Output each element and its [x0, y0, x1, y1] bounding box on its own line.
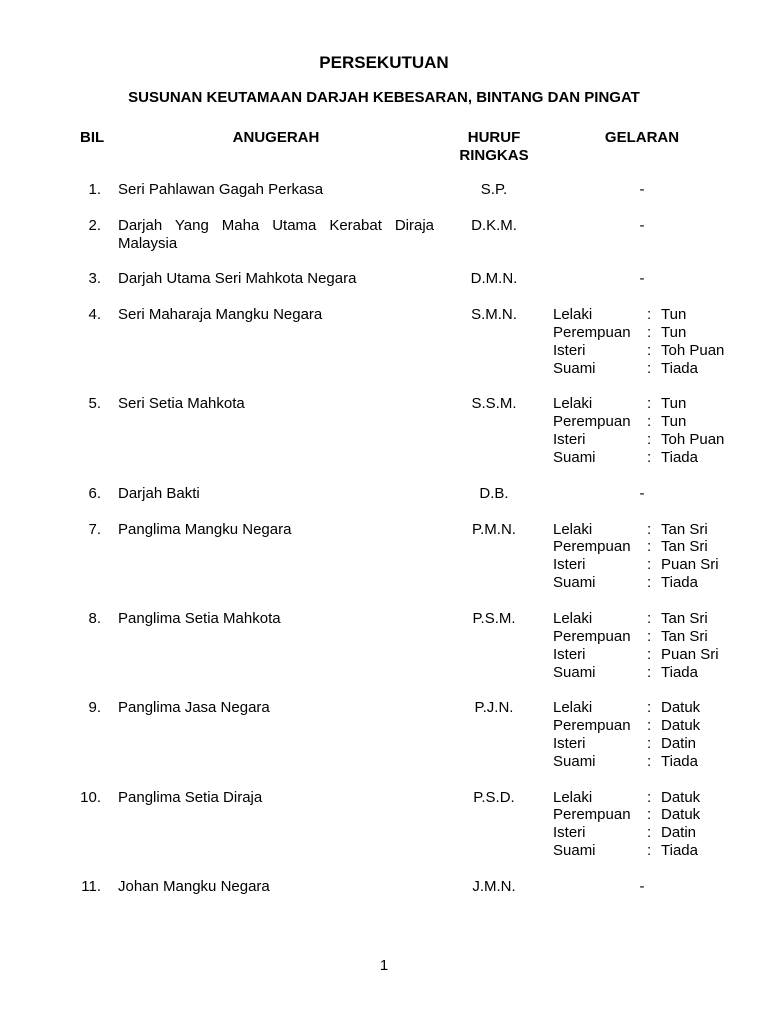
title-separator: :	[647, 645, 652, 663]
title-list	[553, 699, 731, 771]
row-number: 2.	[88, 216, 101, 234]
award-abbreviation: D.K.M.	[471, 216, 517, 234]
title-entry	[553, 431, 731, 449]
header-huruf-ringkas: HURUF RINGKAS	[459, 129, 529, 164]
title-value: Tan Sri	[661, 520, 708, 538]
title-value: Tun	[661, 306, 687, 324]
page-subtitle: SUSUNAN KEUTAMAAN DARJAH KEBESARAN, BINTANG DAN PINGAT	[128, 89, 640, 106]
title-separator: :	[647, 538, 652, 556]
title-entry	[553, 806, 731, 824]
title-separator: :	[647, 735, 652, 752]
title-recipient: Perempuan	[553, 806, 631, 824]
title-separator: :	[647, 341, 652, 359]
title-recipient: Suami	[553, 574, 596, 592]
title-none: -	[639, 270, 645, 288]
title-list	[553, 610, 731, 682]
title-list	[553, 395, 731, 467]
title-entry	[553, 413, 731, 431]
title-value: Datuk	[661, 717, 701, 735]
title-separator: :	[647, 627, 652, 645]
title-entry	[553, 610, 731, 628]
title-separator: :	[647, 842, 652, 860]
title-list	[553, 306, 731, 378]
title-entry	[553, 628, 731, 646]
title-recipient: Suami	[553, 752, 596, 770]
title-separator: :	[647, 824, 652, 842]
title-value: Tiada	[661, 449, 698, 467]
title-value: Tun	[661, 413, 687, 431]
title-entry	[553, 842, 731, 860]
title-recipient: Isteri	[553, 341, 586, 359]
award-abbreviation: P.S.D.	[473, 788, 515, 806]
row-number: 8.	[88, 609, 101, 627]
title-entry	[553, 699, 731, 717]
title-value: Datuk	[661, 699, 701, 717]
title-recipient: Perempuan	[553, 323, 631, 341]
title-value: Datin	[661, 735, 697, 752]
title-recipient: Isteri	[553, 431, 586, 449]
title-recipient: Lelaki	[553, 520, 593, 538]
page-title: PERSEKUTUAN	[319, 53, 449, 72]
row-number: 10.	[80, 788, 101, 806]
table-row	[0, 395, 768, 467]
table-row	[0, 485, 768, 503]
table-header	[0, 129, 768, 165]
row-number: 5.	[88, 395, 101, 413]
title-separator: :	[647, 431, 652, 449]
title-separator: :	[647, 717, 652, 735]
row-number: 6.	[88, 484, 101, 502]
title-separator: :	[647, 449, 652, 467]
title-separator: :	[647, 413, 652, 431]
title-entry	[553, 574, 731, 592]
title-value: Tiada	[661, 574, 698, 592]
award-abbreviation: P.S.M.	[472, 609, 516, 627]
title-entry	[553, 753, 731, 771]
title-entry	[553, 717, 731, 735]
title-separator: :	[647, 788, 652, 806]
table-row	[0, 521, 768, 593]
award-name: Panglima Mangku Negara	[118, 520, 292, 538]
title-value: Tiada	[661, 663, 698, 681]
title-separator: :	[647, 395, 652, 413]
title-none: -	[639, 216, 645, 234]
title-value: Toh Puan	[661, 431, 725, 449]
title-value: Toh Puan	[661, 341, 725, 359]
table-row	[0, 610, 768, 682]
title-entry	[553, 735, 731, 753]
title-value: Datuk	[661, 788, 701, 806]
row-number: 7.	[88, 520, 101, 538]
title-none: -	[639, 181, 645, 198]
title-value: Tan Sri	[661, 627, 708, 645]
title-list	[553, 789, 731, 861]
title-separator: :	[647, 556, 652, 574]
award-abbreviation: J.M.N.	[472, 877, 516, 895]
row-number: 3.	[88, 270, 101, 288]
title-recipient: Perempuan	[553, 717, 631, 735]
title-separator: :	[647, 663, 652, 681]
award-abbreviation: S.S.M.	[471, 395, 517, 413]
title-separator: :	[647, 323, 652, 341]
title-entry	[553, 360, 731, 378]
title-separator: :	[647, 609, 652, 627]
title-value: Tun	[661, 323, 687, 341]
title-entry	[553, 664, 731, 682]
title-entry	[553, 538, 731, 556]
title-value: Tan Sri	[661, 538, 708, 556]
table-row	[0, 789, 768, 861]
table-row	[0, 306, 768, 378]
table-row	[0, 270, 768, 288]
title-none: -	[639, 877, 645, 895]
title-separator: :	[647, 752, 652, 770]
award-abbreviation: S.M.N.	[471, 306, 517, 324]
award-name: Johan Mangku Negara	[118, 877, 270, 895]
title-separator: :	[647, 520, 652, 538]
title-recipient: Perempuan	[553, 538, 631, 556]
table-row	[0, 878, 768, 896]
title-value: Puan Sri	[661, 645, 719, 663]
header-gelaran: GELARAN	[604, 129, 680, 146]
title-entry	[553, 306, 731, 324]
title-recipient: Isteri	[553, 556, 586, 574]
award-abbreviation: S.P.	[480, 181, 508, 198]
title-recipient: Suami	[553, 663, 596, 681]
title-recipient: Lelaki	[553, 306, 593, 324]
award-name: Seri Maharaja Mangku Negara	[118, 306, 323, 324]
table-row	[0, 699, 768, 771]
honours-table	[0, 181, 768, 914]
title-separator: :	[647, 574, 652, 592]
title-entry	[553, 556, 731, 574]
title-recipient: Suami	[553, 359, 596, 377]
award-name: Darjah Utama Seri Mahkota Negara	[118, 270, 357, 288]
title-recipient: Perempuan	[553, 627, 631, 645]
title-recipient: Suami	[553, 449, 596, 467]
title-separator: :	[647, 359, 652, 377]
award-abbreviation: P.M.N.	[472, 520, 516, 538]
title-separator: :	[647, 699, 652, 717]
row-number: 11.	[81, 877, 101, 895]
title-entry	[553, 324, 731, 342]
title-separator: :	[647, 806, 652, 824]
title-recipient: Isteri	[553, 735, 586, 752]
title-separator: :	[647, 306, 652, 324]
table-row	[0, 217, 768, 253]
title-entry	[553, 824, 731, 842]
title-recipient: Perempuan	[553, 413, 631, 431]
row-number: 1.	[88, 181, 101, 198]
title-entry	[553, 521, 731, 539]
title-value: Datuk	[661, 806, 701, 824]
title-entry	[553, 395, 731, 413]
award-abbreviation: D.B.	[479, 484, 509, 502]
header-bil: BIL	[80, 129, 105, 146]
award-name: Seri Setia Mahkota	[118, 395, 245, 413]
row-number: 4.	[88, 306, 101, 324]
title-entry	[553, 646, 731, 664]
table-row	[0, 181, 768, 199]
title-value: Tiada	[661, 359, 698, 377]
title-value: Datin	[661, 824, 697, 842]
award-name: Darjah Yang Maha Utama Kerabat Diraja Malaysia	[118, 216, 434, 252]
award-name: Seri Pahlawan Gagah Perkasa	[118, 181, 324, 198]
title-value: Tun	[661, 395, 687, 413]
row-number: 9.	[88, 699, 101, 717]
title-none: -	[639, 484, 645, 502]
award-name: Darjah Bakti	[118, 484, 200, 502]
title-recipient: Lelaki	[553, 788, 593, 806]
page-number: 1	[379, 957, 389, 974]
title-value: Tiada	[661, 752, 698, 770]
award-name: Panglima Setia Mahkota	[118, 609, 281, 627]
title-value: Tan Sri	[661, 609, 708, 627]
title-recipient: Isteri	[553, 824, 586, 842]
title-entry	[553, 449, 731, 467]
title-entry	[553, 789, 731, 807]
header-anugerah: ANUGERAH	[232, 129, 320, 146]
title-recipient: Suami	[553, 842, 596, 860]
title-recipient: Lelaki	[553, 609, 593, 627]
award-abbreviation: D.M.N.	[470, 270, 518, 288]
title-entry	[553, 342, 731, 360]
award-abbreviation: P.J.N.	[474, 699, 514, 717]
title-recipient: Lelaki	[553, 395, 593, 413]
title-value: Puan Sri	[661, 556, 719, 574]
title-recipient: Isteri	[553, 645, 586, 663]
title-value: Tiada	[661, 842, 698, 860]
title-list	[553, 521, 731, 593]
award-name: Panglima Jasa Negara	[118, 699, 270, 717]
award-name: Panglima Setia Diraja	[118, 788, 263, 806]
title-recipient: Lelaki	[553, 699, 593, 717]
